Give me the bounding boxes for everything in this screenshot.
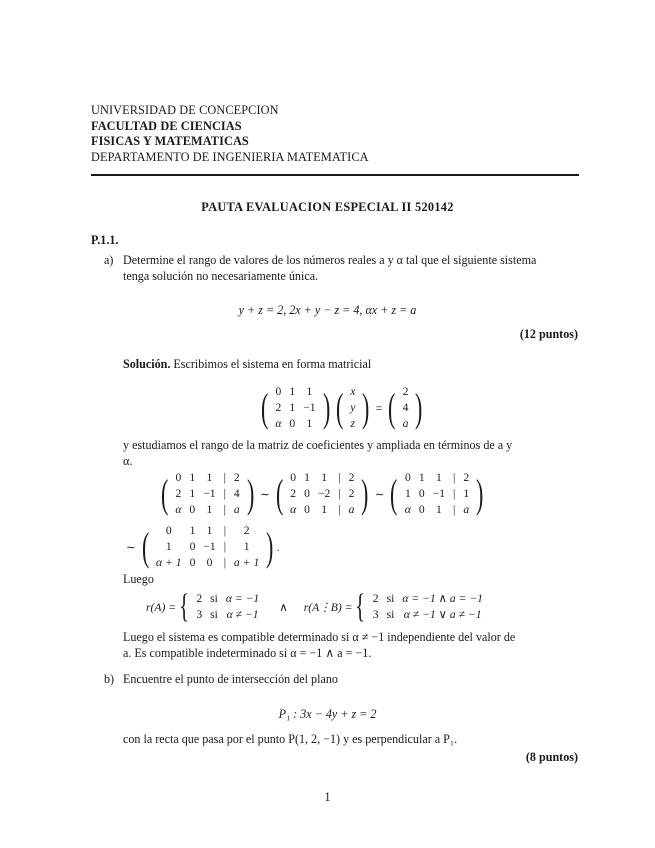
rank-AB-cases: 2 si α = −1 ∧ a = −1 3 si α ≠ −1 ∨ a ≠ −1 [372,592,483,621]
luego-label: Luego [123,572,154,586]
part-b-label: b) [104,672,115,686]
plane-equation: P₁ : 3x − 4y + z = 2 [278,707,377,721]
department-name: DEPARTAMENTO DE INGENIERIA MATEMATICA [91,150,369,165]
tilde-sign: ∼ [374,488,385,501]
vector-b: 2 4 a [402,385,409,430]
period: . [276,540,280,554]
paren-left: ( [390,471,398,516]
tilde-sign: ∼ [260,488,270,501]
part-b-points: (8 puntos) [525,750,578,764]
paren-right: ) [246,471,255,516]
paren-right: ) [476,471,484,516]
solution-text: Escribimos el sistema en forma matricial [170,357,372,371]
page-number: 1 [324,790,331,804]
university-name: UNIVERSIDAD DE CONCEPCION [91,103,279,117]
paren-right: ) [322,385,330,430]
paren-right: ) [415,385,423,430]
faculty-subtitle: FISICAS Y MATEMATICAS [91,134,249,149]
row-reduction-2 [123,523,279,571]
conclusion-line2: a. Es compatible indeterminado si α = −1 ∧ a = −1. [123,646,372,660]
paren-left: ( [160,471,169,516]
augmented-matrix-3: 0 1 1 | 2 1 0 −1 | 1 α 0 1 | a [404,471,470,516]
equals-sign: = [375,401,383,415]
augmented-matrix-1: 0 1 1 | 2 2 1 −1 | 4 α 0 1 | a [175,471,240,516]
augmented-matrix-2: 0 1 1 | 2 2 0 −2 | 2 α 0 1 | a [290,471,355,516]
rank-conditions [146,590,487,624]
paren-left: ( [275,471,284,516]
tilde-sign: ∼ [126,541,136,554]
rank-A-cases: 2 si α = −1 3 si α ≠ −1 [196,592,260,621]
matrix-A: 0 1 1 2 1 −1 α 0 1 [275,385,316,430]
part-a-statement [123,252,583,284]
rank-A-label: r(A) = [146,600,177,614]
paren-left: ( [388,385,396,430]
part-a-label: a) [104,253,114,267]
solution-label: Solución. [123,357,171,371]
part-a-points: (12 puntos) [519,327,578,341]
part-b-line1: Encuentre el punto de intersección del plano [123,672,338,686]
study-line2: α. [123,454,133,468]
augmented-matrix-4: 0 1 1 | 2 1 0 −1 | 1 α + 1 0 0 | a + 1 [156,524,260,569]
paren-right: ) [266,524,274,569]
matrix-equation [258,384,426,432]
row-reduction-1 [158,470,486,518]
part-b-line2: con la recta que pasa por el punto P(1, 2, −1) y es perpendicular a P₁. [123,732,458,746]
solution-intro [123,356,371,372]
paren-right: ) [362,385,370,430]
institution-header [91,103,369,166]
problem-label: P.1.1. [91,233,119,247]
study-text [123,437,593,469]
document-title: PAUTA EVALUACION ESPECIAL II 520142 [201,200,454,214]
linear-system: y + z = 2, 2x + y − z = 4, αx + z = a [238,303,417,317]
and-sign: ∧ [279,601,288,614]
conclusion-line1: Luego el sistema es compatible determinado si α ≠ −1 independiente del valor de [123,630,516,644]
header-rule [91,174,579,176]
paren-left: ( [141,524,150,569]
paren-left: ( [335,385,344,430]
study-line1: y estudiamos el rango de la matriz de coeficientes y ampliada en términos de a y [123,438,513,452]
conclusion-text [123,629,593,661]
faculty-name: FACULTAD DE CIENCIAS [91,118,242,133]
vector-x: x y z [350,385,356,430]
rank-AB-label: r(A⋮B) = [303,601,353,614]
brace-left: { [179,588,190,625]
part-a-line1: Determine el rango de valores de los números reales a y α tal que el siguiente sistema [123,253,537,267]
paren-left: ( [260,385,269,430]
paren-right: ) [361,471,369,516]
brace-left: { [355,588,366,625]
part-a-line2: tenga solución no necesariamente única. [123,269,319,283]
